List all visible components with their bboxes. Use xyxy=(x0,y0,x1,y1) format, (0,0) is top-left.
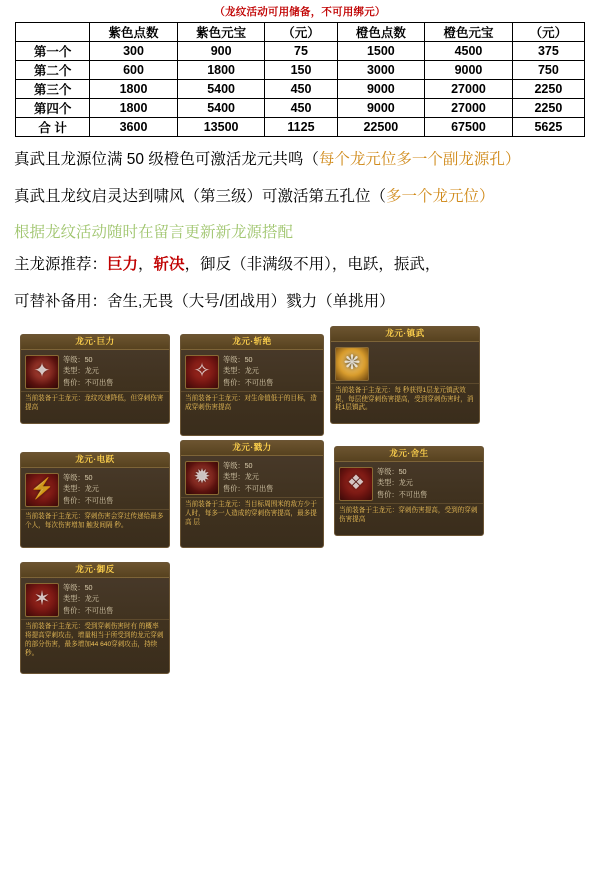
cell: 3600 xyxy=(90,118,178,137)
card-level: 等级：50 xyxy=(63,354,93,364)
cell: 375 xyxy=(512,42,584,61)
table-header-row xyxy=(16,23,585,42)
card-body xyxy=(331,342,479,383)
icon-glyph: ✶ xyxy=(33,588,51,611)
icon-glyph: ✹ xyxy=(193,466,211,489)
card-level: 等级：50 xyxy=(63,582,93,592)
cell: 1800 xyxy=(90,80,178,99)
table-row-total xyxy=(16,118,585,137)
card-title: 龙元·御反 xyxy=(75,564,115,575)
card-desc: 当前装备于主龙元：每 秒获得1层龙元镇武效果，每层使穿刺伤害提高，受到穿刺伤害时，消耗1层镇武。 xyxy=(331,383,479,418)
card-dianyue[interactable] xyxy=(20,452,170,548)
card-level: 等级：50 xyxy=(223,354,253,364)
card-stats xyxy=(373,347,475,381)
th-2: 紫色元宝 xyxy=(177,23,265,42)
card-level: 等级：50 xyxy=(223,460,253,470)
card-title-bar xyxy=(335,447,483,462)
recommend-rest: ，御反（非满级不用），电跃，振武， xyxy=(184,256,441,274)
cell: 1800 xyxy=(177,61,265,80)
card-price: 售价：不可出售 xyxy=(63,377,114,387)
cell: 5625 xyxy=(512,118,584,137)
cell: 4500 xyxy=(425,42,513,61)
fist-icon xyxy=(185,461,219,495)
card-title: 龙元·电跃 xyxy=(75,454,115,465)
card-type: 类型：龙元 xyxy=(377,478,413,488)
card-desc: 当前装备于主龙元：当目标周围米的敌方少于 人时，每多一人造成的穿刺伤害提高，最多提高 层 xyxy=(181,497,323,532)
card-luli[interactable] xyxy=(180,440,324,548)
cell: 9000 xyxy=(337,99,425,118)
cell: 600 xyxy=(90,61,178,80)
card-yufan[interactable] xyxy=(20,562,170,674)
card-type: 类型：龙元 xyxy=(63,594,99,604)
cell: 75 xyxy=(265,42,337,61)
card-price: 售价：不可出售 xyxy=(63,495,114,505)
card-body xyxy=(21,350,169,392)
card-stats xyxy=(63,583,165,618)
recommend-sep: ， xyxy=(138,256,154,274)
paragraph-recommend xyxy=(14,252,588,279)
row-label: 合 计 xyxy=(16,118,90,137)
card-title-bar xyxy=(21,563,169,578)
cell: 2250 xyxy=(512,99,584,118)
card-price: 售价：不可出售 xyxy=(63,605,114,615)
para2-highlight: 多一个龙元位） xyxy=(386,187,495,205)
card-zhenwu[interactable] xyxy=(330,326,480,424)
card-shesheng[interactable] xyxy=(334,446,484,536)
card-body xyxy=(335,462,483,504)
row-label: 第三个 xyxy=(16,80,90,99)
icon-glyph: ✧ xyxy=(193,360,211,383)
recommend-prefix: 主龙源推荐： xyxy=(14,256,108,274)
card-stats xyxy=(63,473,165,508)
th-1: 紫色点数 xyxy=(90,23,178,42)
row-label: 第四个 xyxy=(16,99,90,118)
cell: 1800 xyxy=(90,99,178,118)
card-juli[interactable] xyxy=(20,334,170,424)
card-zhanjue[interactable] xyxy=(180,334,324,436)
card-price: 售价：不可出售 xyxy=(223,377,274,387)
card-desc: 当前装备于主龙元：对生命值低于的目标，造成穿刺伤害提高 xyxy=(181,391,323,417)
card-type: 类型：龙元 xyxy=(63,366,99,376)
card-title-bar xyxy=(21,453,169,468)
card-desc: 当前装备于主龙元：穿刺伤害提高，受到的穿刺伤害提高 xyxy=(335,503,483,529)
icon-glyph: ⚡ xyxy=(29,478,55,501)
cell: 3000 xyxy=(337,61,425,80)
card-title: 龙元·戮力 xyxy=(232,442,272,453)
icon-glyph: ✦ xyxy=(33,360,51,383)
cell: 5400 xyxy=(177,80,265,99)
cell: 900 xyxy=(177,42,265,61)
card-stats xyxy=(63,355,165,390)
card-title-bar xyxy=(181,441,323,456)
card-stats xyxy=(377,467,479,502)
cell: 150 xyxy=(265,61,337,80)
paragraph-resonance xyxy=(14,147,588,174)
cell: 13500 xyxy=(177,118,265,137)
cell: 67500 xyxy=(425,118,513,137)
card-body xyxy=(21,468,169,510)
cell: 450 xyxy=(265,99,337,118)
para2-main: 真武且龙纹启灵达到啸风（第三级）可激活第五孔位（ xyxy=(14,187,387,205)
cell: 300 xyxy=(90,42,178,61)
icon-glyph: ❖ xyxy=(347,472,365,495)
th-6: （元） xyxy=(512,23,584,42)
card-type: 类型：龙元 xyxy=(223,472,259,482)
icon-glyph: ❋ xyxy=(343,352,361,375)
card-desc: 当前装备于主龙元：龙纹攻速降低，但穿刺伤害提高 xyxy=(21,391,169,417)
cell: 27000 xyxy=(425,80,513,99)
table-row xyxy=(16,80,585,99)
card-stats xyxy=(223,461,319,496)
card-body xyxy=(21,578,169,620)
cell: 2250 xyxy=(512,80,584,99)
cell: 750 xyxy=(512,61,584,80)
points-table xyxy=(15,22,585,137)
card-price: 售价：不可出售 xyxy=(377,489,428,499)
card-body xyxy=(181,350,323,392)
card-type: 类型：龙元 xyxy=(63,484,99,494)
row-label: 第二个 xyxy=(16,61,90,80)
table-row xyxy=(16,42,585,61)
cell: 9000 xyxy=(425,61,513,80)
card-level: 等级：50 xyxy=(377,466,407,476)
paragraph-backup: 可替补备用：舍生,无畏（大号/团战用）戮力（单挑用） xyxy=(14,292,395,310)
table-row xyxy=(16,99,585,118)
th-5: 橙色元宝 xyxy=(425,23,513,42)
cell: 22500 xyxy=(337,118,425,137)
para1-main: 真武且龙源位满 50 级橙色可激活龙元共鸣（ xyxy=(14,151,319,168)
lightning-icon xyxy=(25,473,59,507)
card-type: 类型：龙元 xyxy=(223,366,259,376)
card-title-bar xyxy=(21,335,169,350)
claw-icon xyxy=(25,355,59,389)
th-3: （元） xyxy=(265,23,337,42)
cell: 1500 xyxy=(337,42,425,61)
cell: 5400 xyxy=(177,99,265,118)
card-body xyxy=(181,456,323,498)
guard-icon xyxy=(25,583,59,617)
header-note: （龙纹活动可用储备，不可用绑元） xyxy=(214,6,386,18)
cell: 9000 xyxy=(337,80,425,99)
card-desc: 当前装备于主龙元：受到穿刺伤害时有 的概率将提高穿刺攻击，增量相当于所受到的龙元穿刺的部分伤害，最多增加44 640穿刺攻击，持续 秒。 xyxy=(21,619,169,663)
card-title: 龙元·斩绝 xyxy=(232,336,272,347)
card-title: 龙元·舍生 xyxy=(389,448,429,459)
table-row xyxy=(16,61,585,80)
card-gallery xyxy=(12,330,588,710)
th-0 xyxy=(16,23,90,42)
th-4: 橙色点数 xyxy=(337,23,425,42)
row-label: 第一个 xyxy=(16,42,90,61)
para1-highlight: 每个龙元位多一个副龙源孔） xyxy=(318,151,521,168)
card-stats xyxy=(223,355,319,390)
card-title-bar xyxy=(181,335,323,350)
paragraph-update-note: 根据龙纹活动随时在留言更新新龙源搭配 xyxy=(14,224,294,242)
card-title: 龙元·镇武 xyxy=(385,328,425,339)
recommend-item-1: 巨力 xyxy=(107,256,139,274)
shield-icon xyxy=(335,347,369,381)
card-level: 等级：50 xyxy=(63,472,93,482)
heart-icon xyxy=(339,467,373,501)
paragraph-fifth-slot xyxy=(14,184,588,211)
cell: 27000 xyxy=(425,99,513,118)
card-title-bar xyxy=(331,327,479,342)
cell: 1125 xyxy=(265,118,337,137)
cell: 450 xyxy=(265,80,337,99)
blade-icon xyxy=(185,355,219,389)
recommend-item-2: 斩决 xyxy=(153,256,185,274)
card-desc: 当前装备于主龙元：穿刺伤害会穿过传递给最多个人，每次伤害增加 触发间隔 秒。 xyxy=(21,509,169,535)
card-title: 龙元·巨力 xyxy=(75,336,115,347)
card-price: 售价：不可出售 xyxy=(223,483,274,493)
